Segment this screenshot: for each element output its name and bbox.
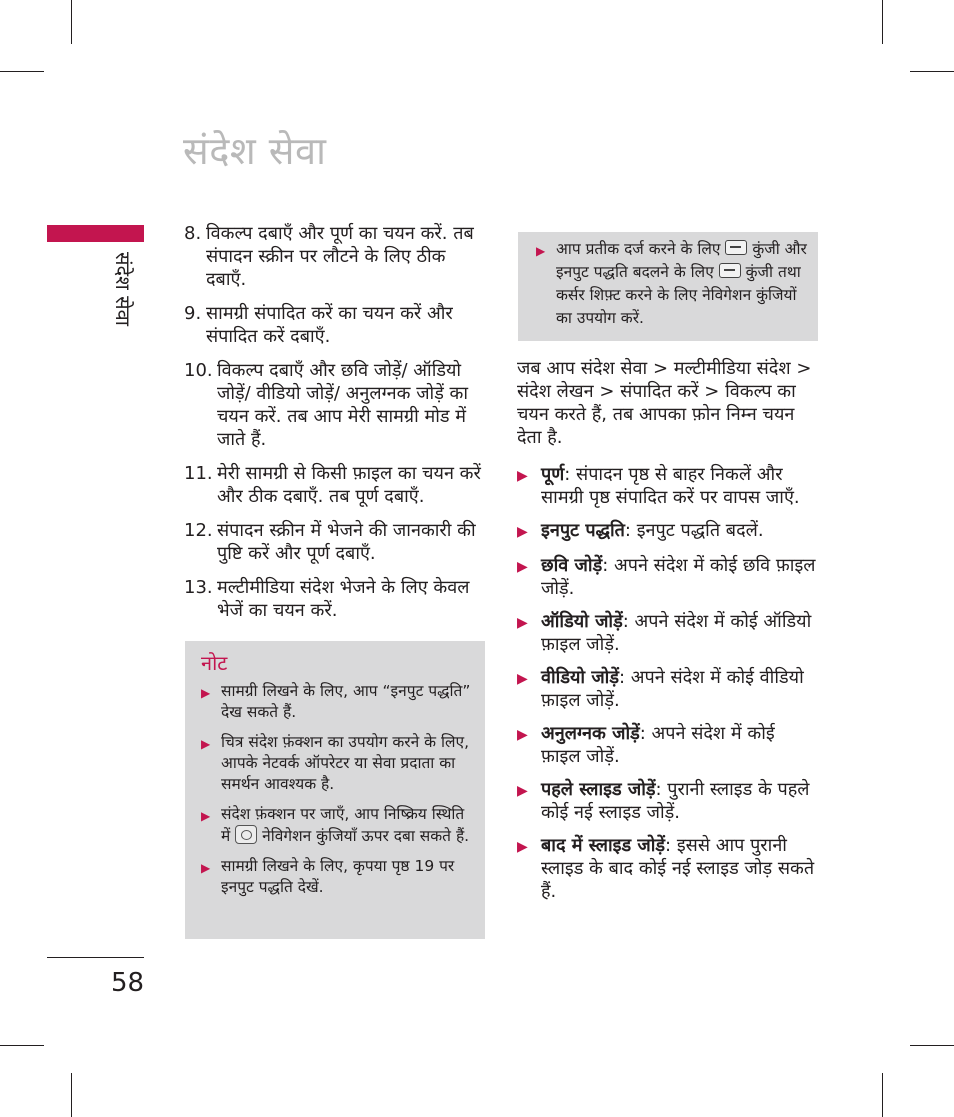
page-number-rule [47, 957, 144, 958]
note-heading: नोट [201, 651, 228, 675]
bullet-arrow-icon: ▶ [201, 737, 211, 751]
note-item [201, 732, 471, 795]
step-text: सामग्री संपादित करें का चयन करें और संपादित करें दबाएँ. [206, 303, 453, 347]
option-term: अनुलग्नक जोड़ें [541, 723, 640, 744]
page-number: 58 [111, 968, 145, 998]
step-text: संपादन स्क्रीन में भेजने की जानकारी की पुष्टि करें और पूर्ण दबाएँ. [217, 520, 476, 564]
input-method-key-icon [719, 263, 741, 278]
step-item [184, 576, 489, 622]
note-text: सामग्री लिखने के लिए, आप “इनपुट पद्धति” देख सकते हैं. [221, 682, 471, 721]
option-desc: : पुरानी स्लाइड के पहले कोई नई स्लाइड जोड़ें. [541, 779, 810, 823]
step-item [184, 462, 489, 508]
tip-text: कुंजी और इनपुट पद्धति बदलने के लिए [556, 240, 807, 281]
options-section [517, 357, 817, 913]
tip-text: आप प्रतीक दर्ज करने के लिए [556, 240, 721, 258]
crop-mark [71, 1073, 72, 1117]
crop-mark [910, 71, 954, 72]
bullet-arrow-icon: ▶ [517, 783, 528, 799]
crop-mark [0, 71, 44, 72]
bullet-arrow-icon: ▶ [517, 559, 528, 575]
crop-mark [910, 1045, 954, 1046]
option-term: ऑडियो जोड़ें [541, 611, 623, 632]
crop-mark [882, 1073, 883, 1117]
step-text: विकल्प दबाएँ और पूर्ण का चयन करें. तब संपादन स्क्रीन पर लौटने के लिए ठीक दबाएँ. [206, 223, 474, 290]
navigation-key-icon [235, 825, 257, 844]
option-desc: : इनपुट पद्धति बदलें. [624, 520, 764, 541]
option-term: इनपुट पद्धति [541, 520, 625, 541]
bullet-arrow-icon: ▶ [201, 861, 211, 875]
crop-mark [882, 0, 883, 44]
option-item [517, 554, 817, 600]
note-item [201, 804, 471, 847]
option-item [517, 610, 817, 656]
option-term: छवि जोड़ें [541, 555, 603, 576]
bullet-arrow-icon: ▶ [201, 686, 211, 700]
step-text: मल्टीमीडिया संदेश भेजने के लिए केवल भेजें का चयन करें. [217, 577, 470, 621]
symbol-key-icon [725, 240, 747, 255]
note-text: सामग्री लिखने के लिए, कृपया पृष्ठ 19 पर इनपुट पद्धति देखें. [221, 857, 455, 896]
bullet-arrow-icon: ▶ [517, 671, 528, 687]
step-number: 10. [184, 360, 213, 381]
step-number: 8. [184, 223, 202, 244]
bullet-arrow-icon: ▶ [517, 468, 528, 484]
steps-list [184, 222, 489, 633]
note-list [201, 681, 471, 907]
option-desc: : संपादन पृष्ठ से बाहर निकलें और सामग्री पृष्ठ संपादित करें पर वापस जाएँ. [541, 464, 800, 508]
step-item [184, 519, 489, 565]
bullet-arrow-icon: ▶ [517, 839, 528, 855]
note-text: संदेश फ़ंक्शन पर जाएँ, आप निष्क्रिय स्थिति में [221, 805, 465, 845]
note-text: चित्र संदेश फ़ंक्शन का उपयोग करने के लिए, आपके नेटवर्क ऑपरेटर या सेवा प्रदाता का समर्थन आवश्यक है. [221, 733, 470, 793]
note-box [185, 641, 485, 939]
bullet-arrow-icon: ▶ [517, 615, 528, 631]
option-item [517, 722, 817, 768]
option-desc: : अपने संदेश में कोई ऑडियो फ़ाइल जोड़ें. [541, 611, 812, 655]
option-term: वीडियो जोड़ें [541, 667, 619, 688]
note-item [201, 681, 471, 723]
step-text: मेरी सामग्री से किसी फ़ाइल का चयन करें और ठीक दबाएँ. तब पूर्ण दबाएँ. [217, 463, 481, 507]
option-term: बाद में स्लाइड जोड़ें [541, 835, 666, 856]
option-desc: : इससे आप पुरानी स्लाइड के बाद कोई नई स्लाइड जोड़ सकते हैं. [541, 835, 815, 902]
step-item [184, 222, 489, 291]
page-title: संदेश सेवा [183, 129, 327, 173]
option-item [517, 519, 817, 544]
step-number: 13. [184, 577, 213, 598]
note-item [201, 856, 471, 898]
option-term: पहले स्लाइड जोड़ें [541, 779, 656, 800]
note-text: नेविगेशन कुंजियाँ ऊपर दबा सकते हैं. [262, 827, 470, 845]
bullet-arrow-icon: ▶ [517, 524, 528, 540]
step-number: 11. [184, 463, 213, 484]
option-item [517, 834, 817, 903]
side-section-label: संदेश सेवा [111, 252, 135, 326]
option-desc: : अपने संदेश में कोई छवि फ़ाइल जोड़ें. [541, 555, 816, 599]
section-tab-marker [47, 225, 144, 242]
tip-text: कुंजी तथा कर्सर शिफ़्ट करने के लिए नेविगेशन कुंजियों का उपयोग करें. [556, 263, 801, 327]
step-item [184, 359, 489, 451]
crop-mark [71, 0, 72, 44]
option-desc: : अपने संदेश में कोई वीडियो फ़ाइल जोड़ें. [541, 667, 804, 711]
bullet-arrow-icon: ▶ [536, 244, 546, 258]
option-item [517, 778, 817, 824]
bullet-arrow-icon: ▶ [201, 809, 211, 823]
option-desc: : अपने संदेश में कोई फ़ाइल जोड़ें. [541, 723, 775, 767]
tip-box [518, 232, 818, 341]
step-item [184, 302, 489, 348]
step-number: 9. [184, 303, 202, 324]
option-item [517, 463, 817, 509]
step-number: 12. [184, 520, 213, 541]
tip-item [536, 238, 808, 330]
crop-mark [0, 1045, 44, 1046]
option-term: पूर्ण [541, 464, 565, 485]
step-text: विकल्प दबाएँ और छवि जोड़ें/ ऑडियो जोड़ें/ वीडियो जोड़ें/ अनुलग्नक जोड़ें का चयन करें. तब आप मेरी सामग्री मोड में जाते हैं. [217, 360, 469, 450]
bullet-arrow-icon: ▶ [517, 727, 528, 743]
options-intro: जब आप संदेश सेवा > मल्टीमीडिया संदेश > संदेश लेखन > संपादित करें > विकल्प का चयन करते हैं, तब आपका फ़ोन निम्न चयन देता है. [517, 358, 812, 448]
option-item [517, 666, 817, 712]
